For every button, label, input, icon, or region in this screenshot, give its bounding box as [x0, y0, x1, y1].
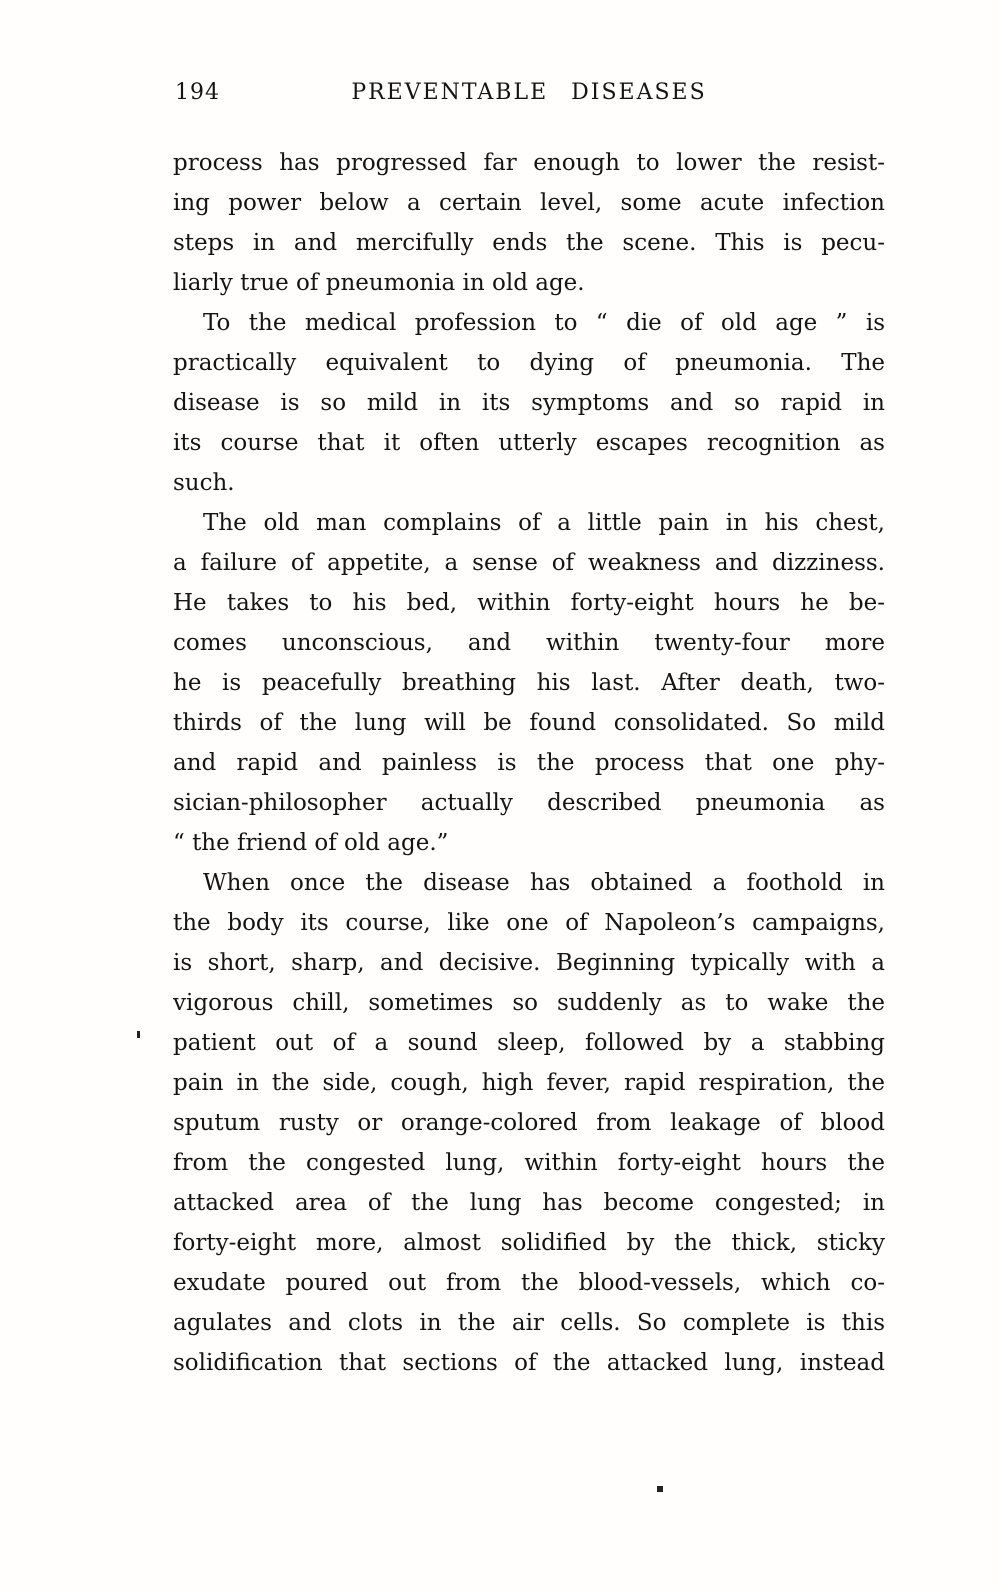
text-body: [173, 143, 885, 1383]
text-line: disease is so mild in its symptoms and so rapid in: [173, 390, 885, 416]
text-line: “ the friend of old age.”: [173, 830, 449, 856]
text-line: ing power below a certain level, some acute infection: [173, 190, 885, 216]
text-line: a failure of appetite, a sense of weakness and dizziness.: [173, 550, 885, 576]
text-line: the body its course, like one of Napoleon’s campaigns,: [173, 910, 885, 936]
text-line: To the medical profession to “ die of old age ” is: [203, 310, 885, 336]
text-line: solidification that sections of the attacked lung, instead: [173, 1350, 885, 1376]
scan-speck: [137, 1031, 140, 1038]
text-line: agulates and clots in the air cells. So complete is this: [173, 1310, 885, 1336]
text-line: such.: [173, 470, 235, 496]
text-line: is short, sharp, and decisive. Beginning typically with a: [173, 950, 885, 976]
text-line: sputum rusty or orange-colored from leakage of blood: [173, 1110, 885, 1136]
text-line: and rapid and painless is the process that one phy-: [173, 750, 885, 776]
text-line: steps in and mercifully ends the scene. This is pecu-: [173, 230, 885, 256]
text-line: patient out of a sound sleep, followed by a stabbing: [173, 1030, 885, 1056]
text-line: practically equivalent to dying of pneumonia. The: [173, 350, 885, 376]
text-line: sician-philosopher actually described pneumonia as: [173, 790, 885, 816]
page-number: 194: [175, 80, 220, 105]
text-line: When once the disease has obtained a foothold in: [203, 870, 885, 896]
scan-speck: [657, 1486, 663, 1492]
text-line: attacked area of the lung has become congested; in: [173, 1190, 885, 1216]
page-title: PREVENTABLE DISEASES: [351, 80, 707, 105]
text-line: vigorous chill, sometimes so suddenly as to wake the: [173, 990, 885, 1016]
text-line: The old man complains of a little pain in his chest,: [203, 510, 885, 536]
text-line: pain in the side, cough, high fever, rapid respiration, the: [173, 1070, 885, 1096]
text-line: exudate poured out from the blood-vessels, which co-: [173, 1270, 885, 1296]
text-line: its course that it often utterly escapes recognition as: [173, 430, 885, 456]
text-line: forty-eight more, almost solidified by the thick, sticky: [173, 1230, 885, 1256]
text-line: He takes to his bed, within forty-eight hours he be-: [173, 590, 885, 616]
text-line: comes unconscious, and within twenty-four more: [173, 630, 885, 656]
running-head: [173, 80, 885, 110]
text-line: from the congested lung, within forty-eight hours the: [173, 1150, 885, 1176]
text-line: liarly true of pneumonia in old age.: [173, 270, 585, 296]
text-line: process has progressed far enough to lower the resist-: [173, 150, 885, 176]
text-line: thirds of the lung will be found consolidated. So mild: [173, 710, 885, 736]
text-line: he is peacefully breathing his last. After death, two-: [173, 670, 885, 696]
